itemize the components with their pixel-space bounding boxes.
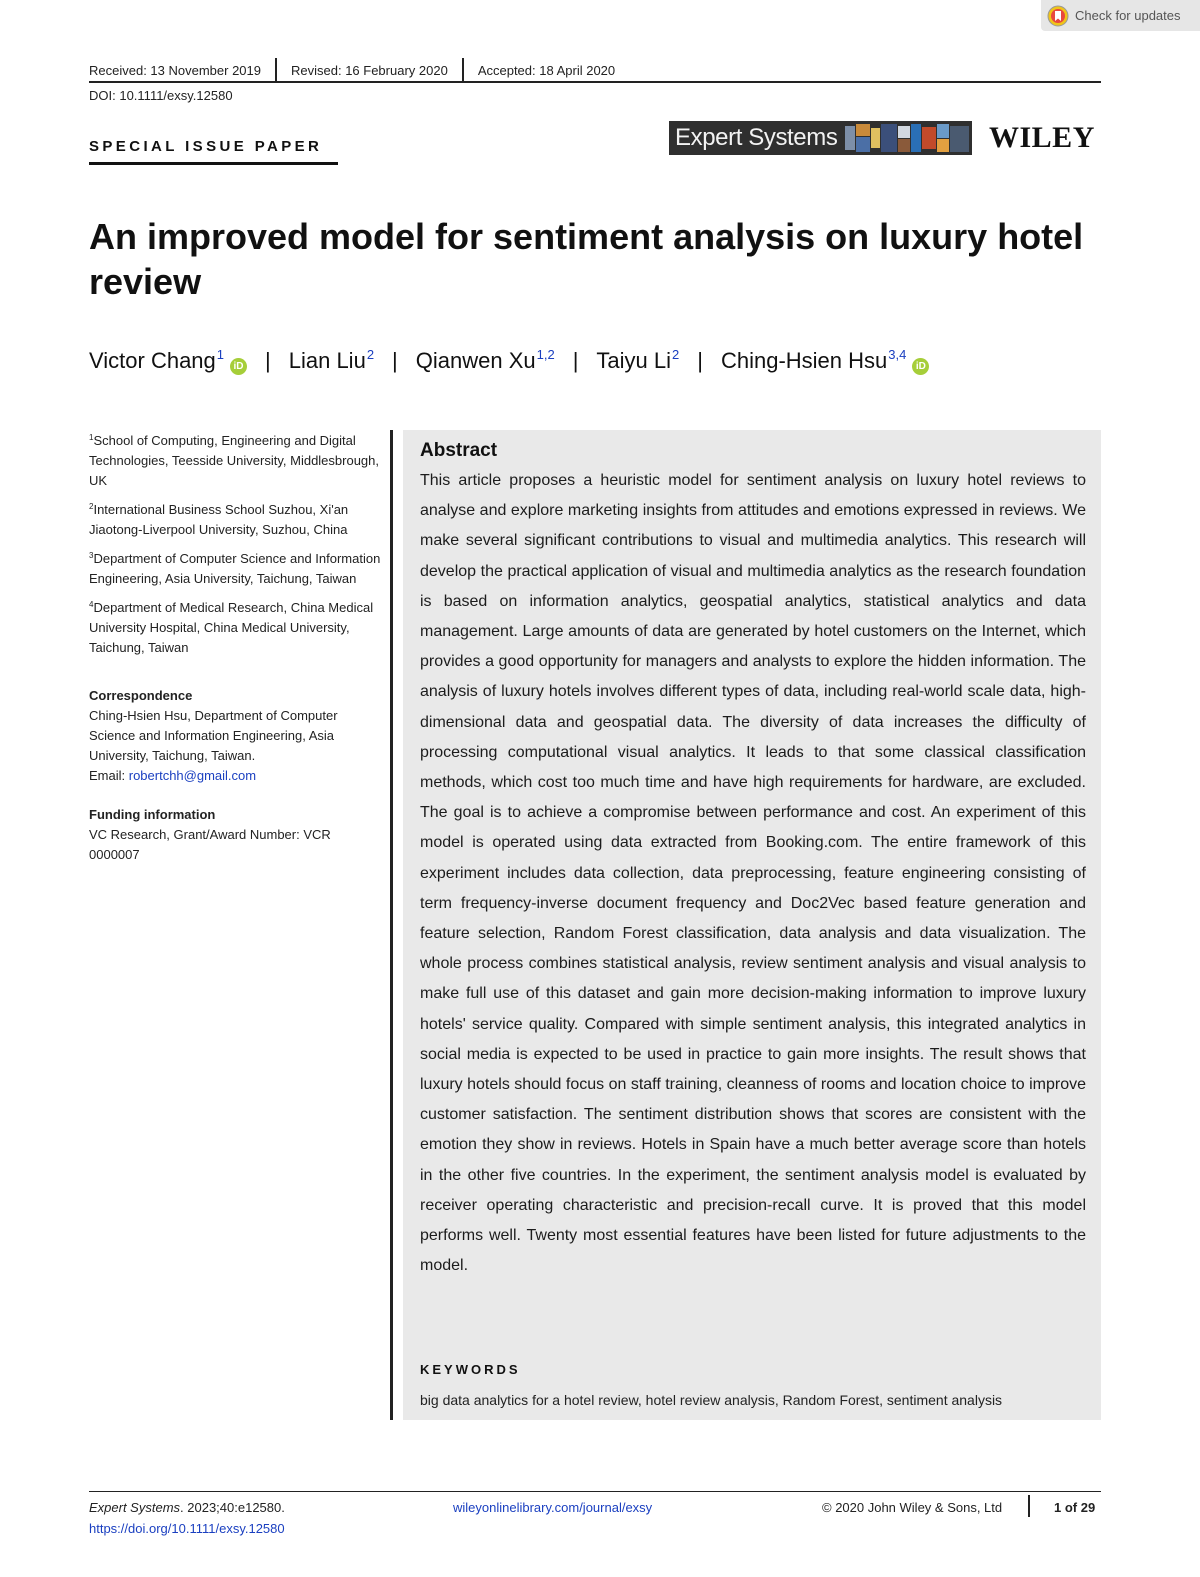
author-separator: | <box>392 348 398 373</box>
correspondence-label: Correspondence <box>89 688 193 703</box>
revised-date: Revised: 16 February 2020 <box>291 62 448 78</box>
affiliation <box>89 497 384 540</box>
accepted-date: Accepted: 18 April 2020 <box>477 62 616 78</box>
correspondence-email-line <box>89 766 379 786</box>
abstract-heading: Abstract <box>420 440 498 461</box>
author-name: Lian Liu <box>288 348 366 373</box>
author[interactable] <box>289 347 374 374</box>
footer-rule <box>89 1491 1101 1492</box>
section-label: SPECIAL ISSUE PAPER <box>89 138 323 155</box>
funding-text: VC Research, Grant/Award Number: VCR 0000007 <box>89 827 331 862</box>
affiliations <box>89 428 384 664</box>
correspondence-text: Ching-Hsien Hsu, Department of Computer Science and Information Engineering, Asia University, Taichung, Taiwan. <box>89 708 338 763</box>
abstract-divider <box>390 430 393 1420</box>
author-name: Ching-Hsien Hsu <box>720 348 888 373</box>
received-date: Received: 13 November 2019 <box>89 62 261 78</box>
bookmark-update-icon <box>1047 5 1069 27</box>
author[interactable] <box>89 347 247 374</box>
author-affiliation-ref: 1,2 <box>536 347 555 362</box>
author-affiliation-ref: 2 <box>672 347 680 362</box>
affiliation <box>89 546 384 589</box>
author[interactable] <box>721 347 929 374</box>
journal-banner-logo <box>669 121 972 155</box>
footer-journal-link[interactable]: wileyonlinelibrary.com/journal/exsy <box>453 1500 653 1515</box>
affiliation-text: School of Computing, Engineering and Digital Technologies, Teesside University, Middlesbrough, UK <box>89 433 380 488</box>
author-separator: | <box>265 348 271 373</box>
footer-copyright: © 2020 John Wiley & Sons, Ltd <box>822 1500 1003 1515</box>
author-list <box>89 347 929 374</box>
affiliation-text: International Business School Suzhou, Xi'an Jiaotong-Liverpool University, Suzhou, China <box>89 502 349 537</box>
author-affiliation-ref: 1 <box>216 347 225 362</box>
footer-volume: . 2023;40:e12580. <box>180 1500 285 1515</box>
journal-name: Expert Systems <box>675 124 838 151</box>
affiliation-number: 2 <box>89 502 94 511</box>
footer-doi-link[interactable]: https://doi.org/10.1111/exsy.12580 <box>89 1521 285 1536</box>
abstract-text: This article proposes a heuristic model for sentiment analysis on luxury hotel reviews to analyse and explore marketing insights from attitudes and emotions expressed in reviews. We make several significant contributions to visual and multimedia analytics. This research will develop the practical application of visual and multimedia analytics as the research foundation is based on information analytics, geospatial analytics, statistical analytics and data management. Large amounts of data are generated by hotel customers on the Internet, which provides a good opportunity for managers and analysts to explore the hidden information. The analysis of luxury hotels involves different types of data, including real-world scale data, high-dimensional data and geospatial data. The diversity of data increases the difficulty of processing computational visual analytics. It leads to that some classical classification methods, which cost too much time and have high requirements for hardware, are excluded. The goal is to achieve a compromise between performance and cost. An experiment of this model is operated using data extracted from Booking.com. The entire framework of this experiment includes data collection, data preprocessing, feature engineering consisting of term frequency-inverse document frequency and Doc2Vec based feature generation and feature selection, Random Forest classification, data analysis and data visualization. The whole process combines statistical analysis, review sentiment analysis and visual analysis to make full use of this dataset and gain more decision-making information to improve luxury hotels' service quality. Compared with simple sentiment analysis, this integrated analytics in social media is expected to be used in practice to gain more insights. The result shows that luxury hotels should focus on staff training, cleanness of rooms and location choice to improve customer satisfaction. The sentiment distribution shows that scores are consistent with the emotion they show in reviews. Hotels in Spain have a much better average score than hotels in the other five countries. In the experiment, the sentiment analysis model is evaluated by receiver operating characteristic and precision-recall curve. It is proved that this model performs well. Twenty most essential features have been listed for future adjustments to the model. <box>420 472 1086 1275</box>
orcid-icon[interactable]: iD <box>230 358 247 375</box>
affiliation-text: Department of Computer Science and Information Engineering, Asia University, Taichung, Taiwan <box>89 551 381 586</box>
orcid-icon[interactable]: iD <box>912 358 929 375</box>
author-name: Taiyu Li <box>596 348 672 373</box>
affiliation-number: 1 <box>89 433 94 442</box>
author[interactable] <box>596 347 679 374</box>
keywords-heading: KEYWORDS <box>420 1362 521 1377</box>
page-number: 1 of 29 <box>1054 1500 1096 1515</box>
funding-information <box>89 805 379 865</box>
doi: DOI: 10.1111/exsy.12580 <box>89 88 233 103</box>
author-name: Victor Chang <box>89 348 216 373</box>
correspondence <box>89 686 379 786</box>
journal-banner-artwork <box>845 124 969 152</box>
date-divider <box>462 58 464 82</box>
author[interactable] <box>416 347 555 374</box>
header-rule <box>89 81 1101 83</box>
author-separator: | <box>572 348 579 373</box>
paper-title: An improved model for sentiment analysis on luxury hotel review <box>89 216 1084 302</box>
author-affiliation-ref: 2 <box>366 347 375 362</box>
section-label-underline <box>89 162 338 165</box>
date-divider <box>275 58 277 82</box>
author-name: Qianwen Xu <box>415 348 536 373</box>
footer-citation <box>89 1500 285 1515</box>
author-affiliation-ref: 3,4 <box>888 347 907 362</box>
affiliation-text: Department of Medical Research, China Medical University Hospital, China Medical University, Taichung, Taiwan <box>89 600 374 655</box>
footer-divider <box>1028 1495 1030 1517</box>
affiliation-number: 4 <box>89 600 94 609</box>
keywords-text: big data analytics for a hotel review, hotel review analysis, Random Forest, sentiment analysis <box>420 1392 1003 1408</box>
email-label: Email: <box>89 768 129 783</box>
email-link[interactable]: robertchh@gmail.com <box>128 768 257 783</box>
article-dates <box>89 58 1101 82</box>
affiliation <box>89 595 384 658</box>
affiliation-number: 3 <box>89 551 94 560</box>
footer-journal: Expert Systems <box>89 1500 181 1515</box>
check-for-updates-badge[interactable] <box>1041 0 1200 31</box>
publisher-logo: WILEY <box>989 121 1095 154</box>
check-for-updates-label: Check for updates <box>1075 8 1181 23</box>
funding-label: Funding information <box>89 807 216 822</box>
author-separator: | <box>697 348 703 373</box>
affiliation <box>89 428 384 491</box>
